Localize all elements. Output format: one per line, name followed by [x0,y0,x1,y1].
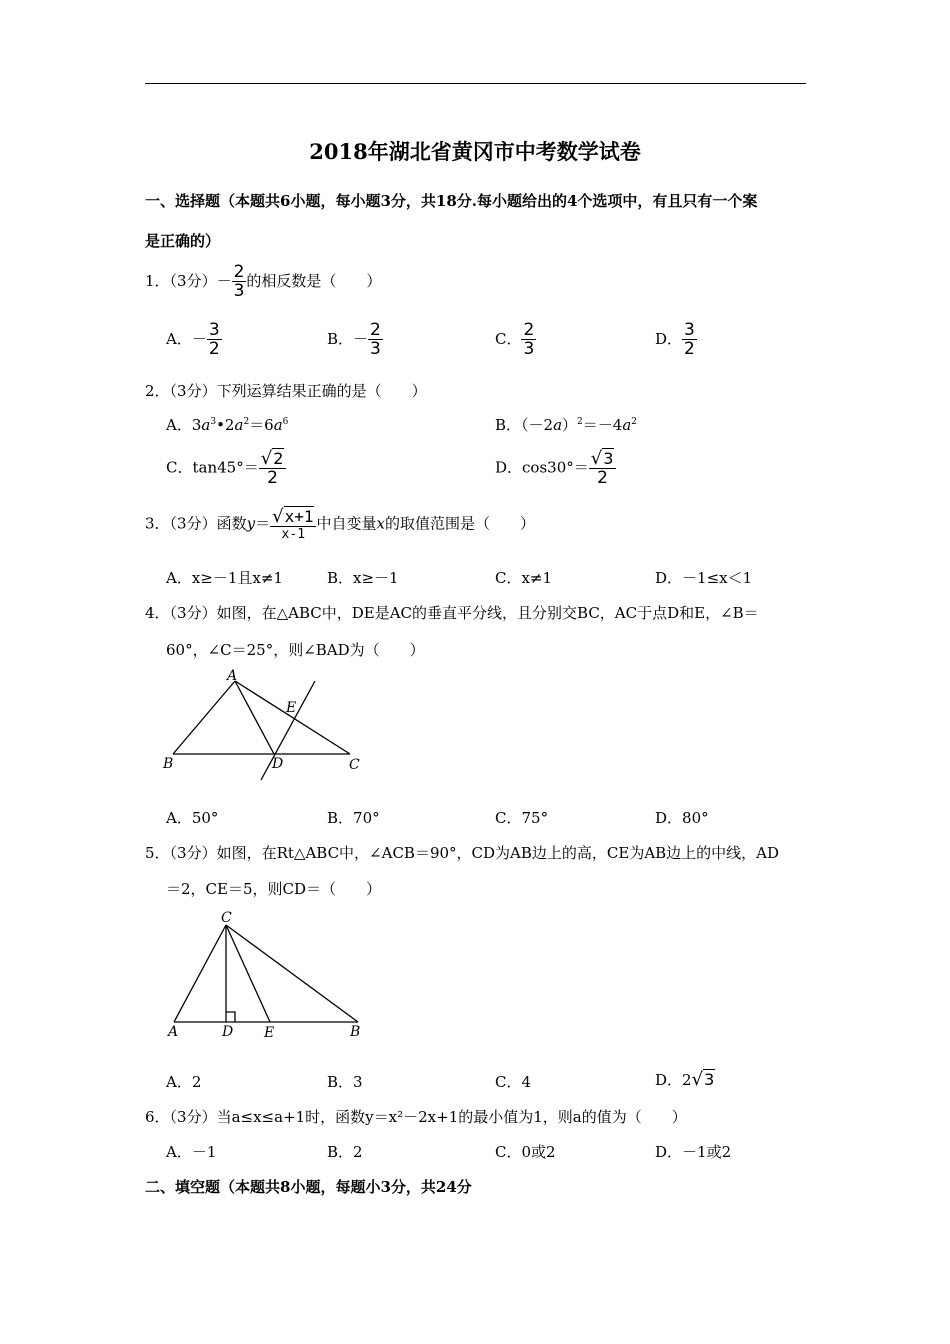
q5-option-b[interactable]: B．3 [327,1073,363,1091]
question-6: 6．（3分）当a≤x≤a+1时，函数y＝x²－2x+1的最小值为1，则a的值为（ ） [145,1108,687,1126]
q6-option-c[interactable]: C．0或2 [495,1143,556,1161]
question-4-line1: 4．（3分）如图，在△ABC中，DE是AC的垂直平分线，且分别交BC，AC于点D和E，∠B＝ [145,604,759,622]
q3-option-a[interactable]: A．x≥－1且x≠1 [166,569,283,587]
q5-option-c[interactable]: C．4 [495,1073,532,1091]
q4-option-b[interactable]: B．70° [327,809,380,827]
q6-option-d[interactable]: D．－1或2 [655,1143,732,1161]
q3-fraction: $\frac{√x+1}{x-1}$ [270,508,316,541]
q4-label-a: A [227,668,238,684]
header-rule [145,83,806,84]
section1-heading-line1: 一、选择题（本题共6小题，每小题3分，共18分.每小题给出的4个选项中，有且只有一个案 [145,192,758,210]
q5-side-cb [226,925,358,1022]
q1-fraction: $\frac{2}{3}$ [233,262,245,301]
q4-side-ac [235,681,350,754]
question-2: 2．（3分）下列运算结果正确的是（ ） [145,382,427,400]
q5-option-d[interactable]: D．2√3 [655,1069,715,1090]
q4-option-d[interactable]: D．80° [655,809,709,827]
section2-heading: 二、填空题（本题共8小题，每题小3分，共24分 [145,1178,472,1196]
q2-option-b[interactable]: B．$(-2a)^2=-4a^2$ [495,416,638,434]
q2-option-d[interactable]: D．cos30°＝ $\frac{√3}{2}$ [495,450,616,487]
section1-heading-line2: 是正确的） [145,232,221,250]
q4-label-c: C [349,757,360,773]
q4-option-c[interactable]: C．75° [495,809,549,827]
q3-option-c[interactable]: C．x≠1 [495,569,553,587]
q5-label-b: B [350,1024,361,1040]
question-5-line2: ＝2，CE＝5，则CD＝（ ） [166,880,382,898]
q6-option-a[interactable]: A．－1 [166,1143,217,1161]
q5-side-ac [174,925,226,1022]
page-title: 2018年湖北省黄冈市中考数学试卷 [309,139,641,164]
question-4-line2: 60°，∠C＝25°，则∠BAD为（ ） [166,641,425,659]
q5-label-d: D [222,1024,234,1040]
q5-right-triangle-diagram [160,905,370,1045]
q4-option-a[interactable]: A．50° [166,809,219,827]
q5-right-angle-mark [226,1012,235,1022]
q1-prefix: 1．（3分）－ [145,272,232,290]
q4-label-b: B [163,756,174,772]
q4-label-d: D [272,756,284,772]
q5-label-e: E [264,1025,275,1041]
question-1 [145,264,381,300]
q1-option-c[interactable]: C． $\frac{2}{3}$ [495,320,535,359]
q3-option-b[interactable]: B．x≥－1 [327,569,399,587]
question-3: 3．（3分）函数y＝ $\frac{√x+1}{x-1}$ 中自变量x的取值范围是（ ） [145,506,535,542]
q3-option-d[interactable]: D．－1≤x＜1 [655,569,753,587]
q4-side-ab [173,681,235,754]
q4-segment-ad [235,681,274,754]
q1-option-b[interactable]: B．－ $\frac{2}{3}$ [327,320,381,359]
q5-option-a[interactable]: A．2 [166,1073,202,1091]
q4-label-e: E [286,700,297,716]
q5-label-a: A [168,1024,179,1040]
q1-option-a[interactable]: A．－ $\frac{3}{2}$ [166,320,220,359]
q1-option-d[interactable]: D． $\frac{3}{2}$ [655,320,695,359]
q2-option-a[interactable]: A．$3a^3•2a^2=6a^6$ [166,416,289,434]
q6-option-b[interactable]: B．2 [327,1143,363,1161]
q5-median-ce [226,925,270,1022]
question-5-line1: 5．（3分）如图，在Rt△ABC中，∠ACB＝90°，CD为AB边上的高，CE为AB边上的中线，AD [145,844,780,862]
q1-suffix: 的相反数是（ ） [246,272,382,290]
q4-triangle-diagram [155,665,380,785]
q2-option-c[interactable]: C．tan45°＝ $\frac{√2}{2}$ [166,450,286,487]
q4-bisector-de [261,681,315,780]
q5-label-c: C [221,910,232,926]
